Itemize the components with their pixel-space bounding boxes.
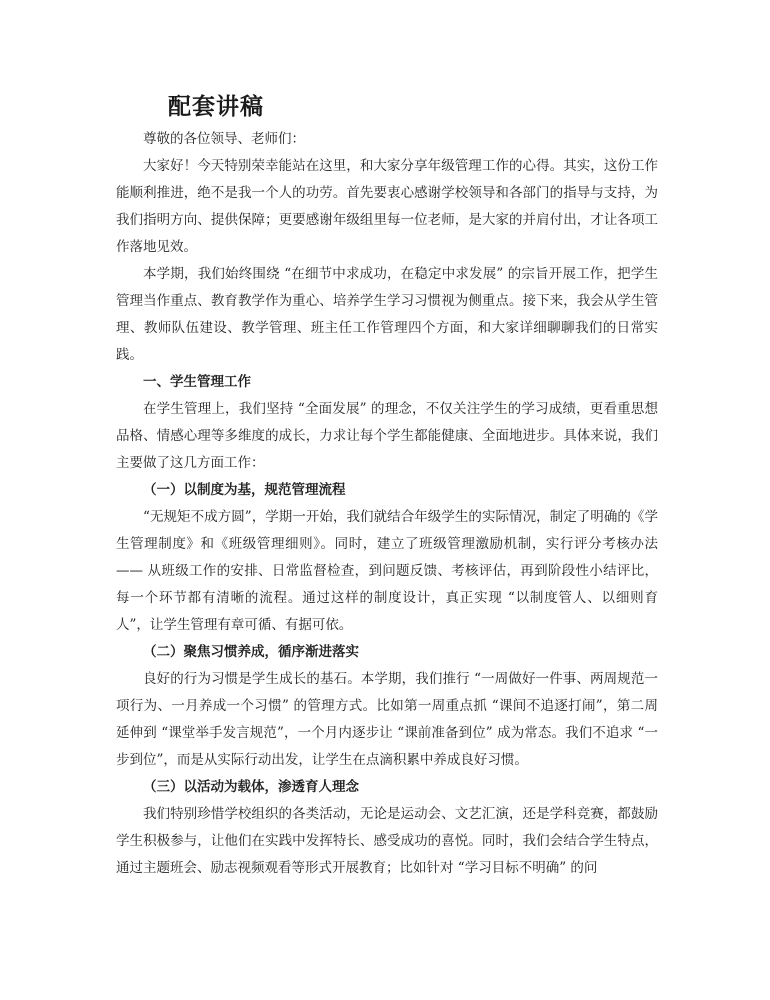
section-intro-paragraph: 在学生管理上，我们坚持 “全面发展” 的理念，不仅关注学生的学习成绩，更看重思想品格、情感心理等多维度的成长，力求让每个学生都能健康、全面地进步。具体来说，我们主要做了这几方面工作： — [116, 401, 658, 471]
overview-paragraph: 本学期，我们始终围绕 “在细节中求成功，在稳定中求发展” 的宗旨开展工作，把学生管理当作重点、教育教学作为重心、培养学生学习习惯视为侧重点。接下来，我会从学生管理、教师队伍建设、教学管理、班主任工作管理四个方面，和大家详细聊聊我们的日常实践。 — [116, 266, 658, 363]
subsection-text-activities: 我们特别珍惜学校组织的各类活动，无论是运动会、文艺汇演，还是学科竞赛，都鼓励学生积极参与，让他们在实践中发挥特长、感受成功的喜悦。同时，我们会结合学生特点，通过主题班会、励志视频观看等形式开展教育；比如针对 “学习目标不明确” 的问 — [116, 806, 658, 876]
page-title: 配套讲稿 — [168, 93, 264, 120]
subsection-text-habits: 良好的行为习惯是学生成长的基石。本学期，我们推行 “一周做好一件事、两周规范一项行为、一月养成一个习惯” 的管理方式。比如第一周重点抓 “课间不追逐打闹”，第二周延伸到 “课堂举手发言规范”，一个月内逐步让 “课前准备到位” 成为常态。我们不追求 “一步到位”，而是从实际行动出发，让学生在点滴积累中养成良好习惯。 — [116, 671, 658, 768]
subsection-heading-system: （一）以制度为基，规范管理流程 — [143, 482, 346, 498]
subsection-heading-habits: （二）聚焦习惯养成，循序渐进落实 — [143, 644, 359, 660]
subsection-heading-activities: （三）以活动为载体，渗透育人理念 — [143, 779, 359, 795]
document-body — [116, 126, 658, 882]
section-heading-student-management: 一、学生管理工作 — [143, 374, 251, 390]
subsection-text-system: “无规矩不成方圆”，学期一开始，我们就结合年级学生的实际情况，制定了明确的《学生管理制度》和《班级管理细则》。同时，建立了班级管理激励机制，实行评分考核办法 —— 从班级工作的安排、日常监督检查，到问题反馈、考核评估，再到阶段性小结评比，每一个环节都有清晰的流程。通过这样的制度设计，真正实现 “以制度管人、以细则育人”，让学生管理有章可循、有据可依。 — [116, 509, 658, 633]
intro-paragraph: 大家好！今天特别荣幸能站在这里，和大家分享年级管理工作的心得。其实，这份工作能顺利推进，绝不是我一个人的功劳。首先要衷心感谢学校领导和各部门的指导与支持，为我们指明方向、提供保障；更要感谢年级组里每一位老师，是大家的并肩付出，才让各项工作落地见效。 — [116, 158, 658, 255]
salutation: 尊敬的各位领导、老师们： — [143, 131, 305, 147]
